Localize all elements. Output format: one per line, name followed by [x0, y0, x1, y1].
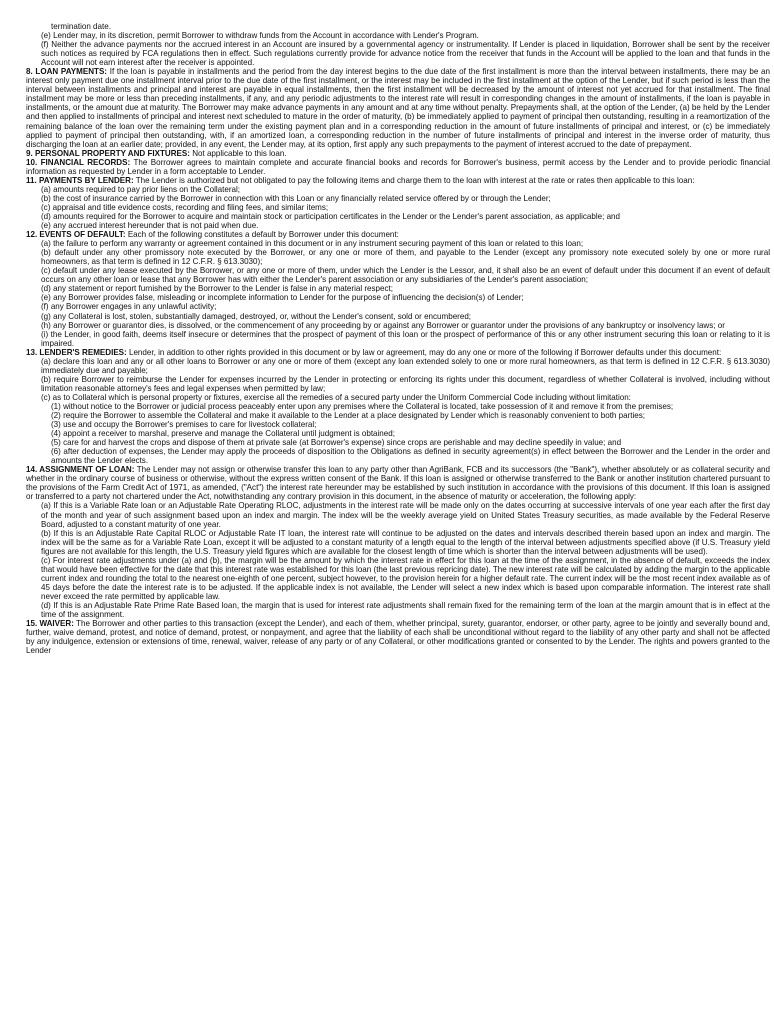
- section-11-body: The Lender is authorized but not obligated to pay the following items and charge them to the loan with interest at the rate or rates then applicable to this loan:: [135, 175, 695, 185]
- list-item: (c) default under any lease executed by the Borrower, or any one or more of them, under which the Lender is the Lessor, and, it shall also be an event of default under this document if an event of default occurs on any other loan or lease that any Borrower has with either the Lender's parent association or any subsidiaries of the Lender's parent association;: [41, 266, 770, 285]
- section-15-body: The Borrower and other parties to this transaction (except the Lender), and each of them, whether principal, surety, guarantor, endorser, or other party, agree to be jointly and severally bound and, further, waive demand, protest, and notice of demand, protest, or nonpayment, and agree that the liability of each shall be unconditional without regard to the liability of any other party and shall not be affected by any indulgence, extension or extensions of time, renewal, waiver, release of any party or of any Collateral, or other modifications granted or consented to by the Lender. The rights and powers granted to the Lender: [26, 619, 771, 656]
- list-item: (c) For interest rate adjustments under (a) and (b), the margin will be the amount by which the interest rate in effect for this loan at the time of the assignment, in the absence of default, exceeds the index that would have been effective for the date that this interest rate was established for this loan (the last previous repricing date). The new interest rate will be calculated by adding the margin to the applicable current index and rounding the total to the nearest one-eighth of one percent, subject however, to the provision herein for a higher default rate. The current index will be the most recent index available as of 45 days before the date the interest rate is to be adjusted. If the applicable index is not available, the Lender will select a new index which is based upon comparable information. The interest rate shall never exceed the rate permitted by applicable law.: [41, 555, 770, 601]
- list-item: (g) any Collateral is lost, stolen, substantially damaged, destroyed, or, without the Lender's consent, sold or encumbered;: [41, 311, 472, 321]
- section-13-heading: 13. LENDER'S REMEDIES:: [26, 347, 127, 357]
- list-item: (d) amounts required for the Borrower to acquire and maintain stock or participation certificates in the Lender or the Lender's parent association, as applicable; and: [41, 211, 620, 221]
- clause-f: (f) Neither the advance payments nor the accrued interest in an Account are insured by a governmental agency or instrumentality. If Lender is placed in liquidation, Borrower shall be sent by the receiver such notices as required by FCA regulations then in effect. Such regulations currently provide for advance notice from the receiver that funds in the Account will be applied to the loan and that funds in the Account will not earn interest after the receiver is appointed.: [41, 40, 770, 68]
- section-14-body: The Lender may not assign or otherwise transfer this loan to any party other than AgriBank, FCB and its successors (the "Bank"), whether absolutely or as collateral security and whether in the ordinary course of business or otherwise, without the express written consent of the Bank. If this loan is assigned or otherwise transferred to the Bank or another institution chartered pursuant to the provisions of the Farm Credit Act of 1971, as amended, ("Act") the interest rate hereunder may be established by such institution in accordance with the provisions of this document. If this loan is assigned or transferred to a party not chartered under the Act, notwithstanding any contrary provision in this document, in the absence of maturity or acceleration, the following apply:: [26, 465, 770, 502]
- section-9-heading: 9. PERSONAL PROPERTY AND FIXTURES:: [26, 148, 190, 158]
- list-item: (e) any accrued interest hereunder that is not paid when due.: [41, 221, 259, 231]
- sub-list-item: (6) after deduction of expenses, the Lender may apply the proceeds of disposition to the Obligations as defined in security agreement(s) in effect between the Borrower and the Lender in the order and amounts the Lender elects.: [51, 447, 770, 466]
- section-8-heading: 8. LOAN PAYMENTS:: [26, 67, 107, 77]
- list-item: (c) appraisal and title evidence costs, recording and filing fees, and similar items;: [41, 202, 329, 212]
- sub-list-item: (3) use and occupy the Borrower's premises to care for livestock collateral;: [51, 420, 317, 430]
- list-item: (d) If this is an Adjustable Rate Prime Rate Based loan, the margin that is used for interest rate adjustments shall remain fixed for the remaining term of the loan at the margin amount that is in effect at the time of the assignment.: [41, 601, 770, 620]
- section-15: [26, 619, 770, 655]
- document-page: [26, 22, 770, 655]
- section-8: [26, 67, 770, 148]
- list-item: (c) as to Collateral which is personal property or fixtures, exercise all the remedies of a secured party under the Uniform Commercial Code including without limitation:: [41, 392, 631, 402]
- section-9: [26, 149, 770, 158]
- section-12-body: Each of the following constitutes a default by Borrower under this document:: [127, 230, 399, 240]
- sub-list-item: (5) care for and harvest the crops and dispose of them at private sale (at Borrower's expense) since crops are perishable and may decline speedily in value; and: [51, 438, 622, 448]
- section-12: [26, 230, 770, 239]
- section-10-heading: 10. FINANCIAL RECORDS:: [26, 157, 131, 167]
- list-item: (b) the cost of insurance carried by the Borrower in connection with this Loan or any financially related service offered by or through the Lender;: [41, 193, 551, 203]
- sub-list-item: (2) require the Borrower to assemble the Collateral and make it available to the Lender at a place designated by Lender which is reasonably convenient to both parties;: [51, 411, 646, 421]
- section-14-heading: 14. ASSIGNMENT OF LOAN:: [26, 465, 135, 475]
- list-item: (a) the failure to perform any warranty or agreement contained in this document or in any instrument securing payment of this loan or related to this loan;: [41, 239, 584, 249]
- sub-list-item: (1) without notice to the Borrower or judicial process peaceably enter upon any premises where the Collateral is located, take possession of it and remove it from the premises;: [51, 401, 674, 411]
- section-11-heading: 11. PAYMENTS BY LENDER:: [26, 175, 134, 185]
- section-15-heading: 15. WAIVER:: [26, 619, 74, 629]
- list-item: (a) If this is a Variable Rate loan or an Adjustable Rate Operating RLOC, adjustments in the interest rate will be made only on the dates occurring at successive intervals of one year each after the first day of the month and year of such assignment based upon an index and margin. The index will be the weekly average yield on United States Treasury securities, as made available by the Federal Reserve Board, adjusted to a constant maturity of one year.: [41, 501, 770, 529]
- list-item: (h) any Borrower or guarantor dies, is dissolved, or the commencement of any proceeding by or against any Borrower or guarantor under the provisions of any bankruptcy or insolvency laws; or: [41, 320, 725, 330]
- list-item: (f) any Borrower engages in any unlawful activity;: [41, 302, 217, 312]
- sub-list-item: (4) appoint a receiver to marshal, preserve and manage the Collateral until judgment is obtained;: [51, 429, 395, 439]
- continued-text: termination date.: [51, 22, 111, 31]
- list-item: (d) any statement or report furnished by the Borrower to the Lender is false in any material respect;: [41, 284, 394, 294]
- list-item: (b) require Borrower to reimburse the Lender for expenses incurred by the Lender in protecting or enforcing its rights under this document, regardless of whether Collateral is involved, including without limitation reasonable attorney's fees and legal expenses when permitted by law;: [41, 374, 770, 393]
- list-item: (b) default under any other promissory note executed by the Borrower, or any one or more of them, and payable to the Lender (except any promissory note executed solely by one or more rural homeowners, as that term is defined in 12 C.F.R. § 613.3030);: [41, 248, 770, 267]
- section-14: [26, 465, 770, 501]
- section-10-body: The Borrower agrees to maintain complete and accurate financial books and records for Borrower's business, permit access by the Lender and to provide periodic financial information as requested by Lender in a form acceptable to Lender.: [26, 157, 770, 176]
- section-13-body: Lender, in addition to other rights provided in this document or by law or agreement, may do any one or more of the following if Borrower defaults under this document:: [128, 347, 722, 357]
- clause-e: (e) Lender may, in its discretion, permit Borrower to withdraw funds from the Account in accordance with Lender's Program.: [41, 31, 479, 41]
- section-13: [26, 348, 770, 357]
- section-11: [26, 176, 770, 185]
- list-item: (i) the Lender, in good faith, deems itself insecure or determines that the prospect of payment of this loan or the prospect of performance of this or any other instrument securing this loan or relating to it is impaired.: [41, 329, 770, 348]
- section-12-heading: 12. EVENTS OF DEFAULT:: [26, 230, 126, 240]
- list-item: (a) declare this loan and any or all other loans to Borrower or any one or more of them (except any loan extended solely to one or more rural homeowners, as that term is defined in 12 C.F.R. § 613.3030) immediately due and payable;: [41, 356, 770, 375]
- list-item: (b) If this is an Adjustable Rate Capital RLOC or Adjustable Rate IT loan, the interest rate will continue to be adjusted on the dates and intervals described therein based upon an index and margin. The index will be the same as for a Variable Rate Loan, except it will be adjusted to a constant maturity of a length equal to the length of the interval between adjustments specified above (if U.S. Treasury yield figures are not available for this length, the U.S. Treasury yield figures which are available for the closest length of time which is shorter than the interval between adjustments will be used).: [41, 528, 770, 556]
- section-9-body: Not applicable to this loan.: [192, 148, 287, 158]
- section-8-body: If the loan is payable in installments and the period from the day interest begins to the due date of the first installment is more than the interval between installments, there may be an interest only payment due one installment interval prior to the due date of the first installment, or the interest may be included in the first installment at the option of the Lender, but if such period is less than the interval between installments and principal and interest are payable in equal installments, then the first installment will be decreased by the amount of interest not yet accrued for that installment. The final installment may be more or less than preceding installments, if any, and any periodic adjustments to the interest rate will result in corresponding changes in the amount of installments, if the loan is payable in installments, or the amount due at maturity. The Borrower may make advance payments in any amount and at any time without penalty. Prepayments shall, at the option of the Lender, (a) be held by the Lender and then applied to installments of principal and interest next scheduled to mature in the order of maturity, (b) be immediately applied to payment of principal then outstanding, resulting in a reamortization of the remaining balance of the loan over the remaining term under the existing payment plan and in a corresponding reduction in the amount of future installments of principal and interest, or (c) be immediately applied to payment of principal then outstanding, with, if an amortized loan, a corresponding reduction in the number of future installments of principal and interest in the inverse order of maturity, thus discharging the loan at an earlier date; provided, in any event, the Lender may, at its option, first apply any such prepayments to the payment of interest accrued to the date of prepayment.: [26, 67, 770, 149]
- list-item: (a) amounts required to pay prior liens on the Collateral;: [41, 184, 241, 194]
- section-10: [26, 158, 770, 176]
- list-item: (e) any Borrower provides false, misleading or incomplete information to Lender for the purpose of influencing the decision(s) of Lender;: [41, 293, 524, 303]
